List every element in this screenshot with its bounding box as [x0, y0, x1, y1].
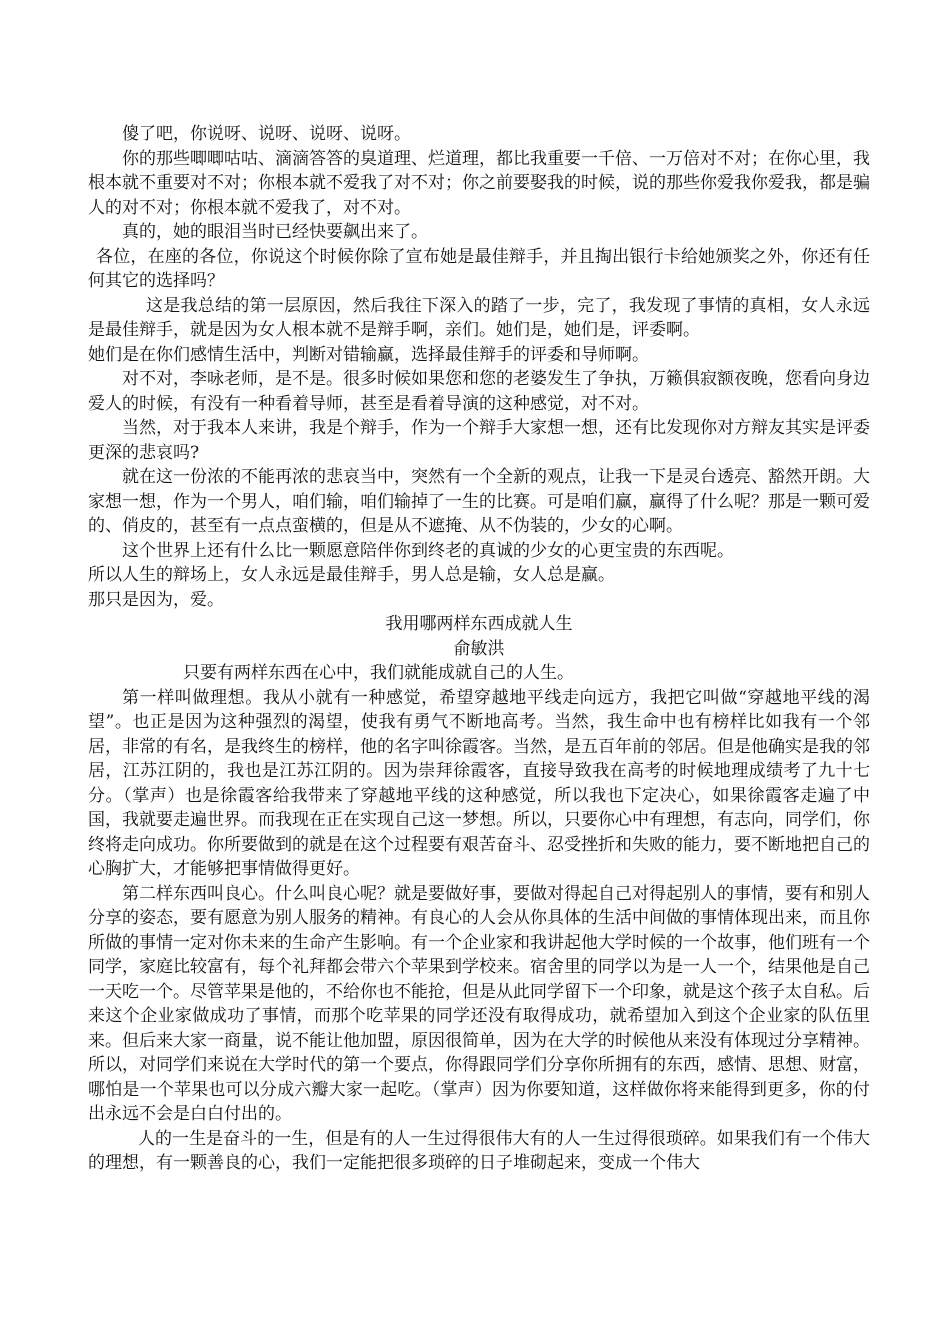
paragraph: 所以人生的辩场上，女人永远是最佳辩手，男人总是输，女人总是赢。 — [88, 565, 615, 585]
paragraph: 只要有两样东西在心中，我们就能成就自己的人生。 — [183, 663, 574, 683]
article-title: 我用哪两样东西成就人生 — [385, 614, 573, 634]
paragraph: 当然，对于我本人来讲，我是个辩手，作为一个辩手大家想一想，还有比发现你对方辩友其实是评委更深的悲哀吗? — [88, 418, 870, 463]
article-author: 俞敏洪 — [453, 638, 505, 659]
paragraph: 傻了吧，你说呀、说呀、说呀、说呀。 — [122, 124, 411, 144]
paragraph: 真的，她的眼泪当时已经快要飙出来了。 — [122, 222, 428, 242]
paragraph: 这个世界上还有什么比一颗愿意陪伴你到终老的真诚的少女的心更宝贵的东西呢。 — [122, 540, 734, 561]
document-body — [88, 122, 870, 1176]
paragraph: 就在这一份浓的不能再浓的悲哀当中，突然有一个全新的观点，让我一下是灵台透亮、豁然开朗。大家想一想，作为一个男人，咱们输，咱们输掉了一生的比赛。可是咱们赢，赢得了什么呢？那是一颗可爱的、俏皮的，甚至有一点点蛮横的，但是从不遮掩、从不伪装的，少女的心啊。 — [88, 467, 870, 536]
paragraph: 这是我总结的第一层原因，然后我往下深入的踏了一步，完了，我发现了事情的真相，女人永远是最佳辩手，就是因为女人根本就不是辩手啊，亲们。她们是，她们是，评委啊。 — [88, 295, 870, 340]
paragraph: 她们是在你们感情生活中，判断对错输赢，选择最佳辩手的评委和导师啊。 — [88, 344, 649, 365]
paragraph: 人的一生是奋斗的一生，但是有的人一生过得很伟大有的人一生过得很琐碎。如果我们有一个伟大的理想，有一颗善良的心，我们一定能把很多琐碎的日子堆砌起来，变成一个伟大 — [88, 1128, 870, 1173]
paragraph: 对不对，李咏老师，是不是。很多时候如果您和您的老婆发生了争执，万籁俱寂额夜晚，您看向身边爱人的时候，有没有一种看着导师，甚至是看着导演的这种感觉，对不对。 — [88, 369, 870, 414]
paragraph: 各位，在座的各位，你说这个时候你除了宣布她是最佳辩手，并且掏出银行卡给她颁奖之外，你还有任何其它的选择吗？ — [88, 246, 870, 291]
paragraph: 第二样东西叫良心。什么叫良心呢？就是要做好事，要做对得起自己对得起别人的事情，要有和别人分享的姿态，要有愿意为别人服务的精神。有良心的人会从你具体的生活中间做的事情体现出来，而且你所做的事情一定对你未来的生命产生影响。有一个企业家和我讲起他大学时候的一个故事，他们班有一个同学，家庭比较富有，每个礼拜都会带六个苹果到学校来。宿舍里的同学以为是一人一个，结果他是自己一天吃一个。尽管苹果是他的，不给你也不能抢，但是从此同学留下一个印象，就是这个孩子太自私。后来这个企业家做成功了事情，而那个吃苹果的同学还没有取得成功，就希望加入到这个企业家的队伍里来。但后来大家一商量，说不能让他加盟，原因很简单，因为在大学的时候他从来没有体现过分享精神。所以，对同学们来说在大学时代的第一个要点，你得跟同学们分享你所拥有的东西，感情、思想、财富，哪怕是一个苹果也可以分成六瓣大家一起吃。（掌声）因为你要知道，这样做你将来能得到更多，你的付出永远不会是白白付出的。 — [88, 883, 870, 1124]
paragraph: 你的那些唧唧咕咕、滴滴答答的臭道理、烂道理，都比我重要一千倍、一万倍对不对；在你心里，我根本就不重要对不对；你根本就不爱我了对不对；你之前要娶我的时候，说的那些你爱我你爱我，都是骗人的对不对；你根本就不爱我了，对不对。 — [88, 148, 870, 218]
paragraph: 那只是因为，爱。 — [88, 589, 224, 610]
paragraph: 第一样叫做理想。我从小就有一种感觉，希望穿越地平线走向远方，我把它叫做“穿越地平线的渴望”。也正是因为这种强烈的渴望，使我有勇气不断地高考。当然，我生命中也有榜样比如我有一个邻居，非常的有名，是我终生的榜样，他的名字叫徐霞客。当然，是五百年前的邻居。但是他确实是我的邻居，江苏江阴的，我也是江苏江阴的。因为崇拜徐霞客，直接导致我在高考的时候地理成绩考了九十七分。（掌声）也是徐霞客给我带来了穿越地平线的这种感觉，所以我也下定决心，如果徐霞客走遍了中国，我就要走遍世界。而我现在正在实现自己这一梦想。所以，只要你心中有理想，有志向，同学们，你终将走向成功。你所要做到的就是在这个过程要有艰苦奋斗、忍受挫折和失败的能力，要不断地把自己的心胸扩大，才能够把事情做得更好。 — [88, 687, 870, 879]
